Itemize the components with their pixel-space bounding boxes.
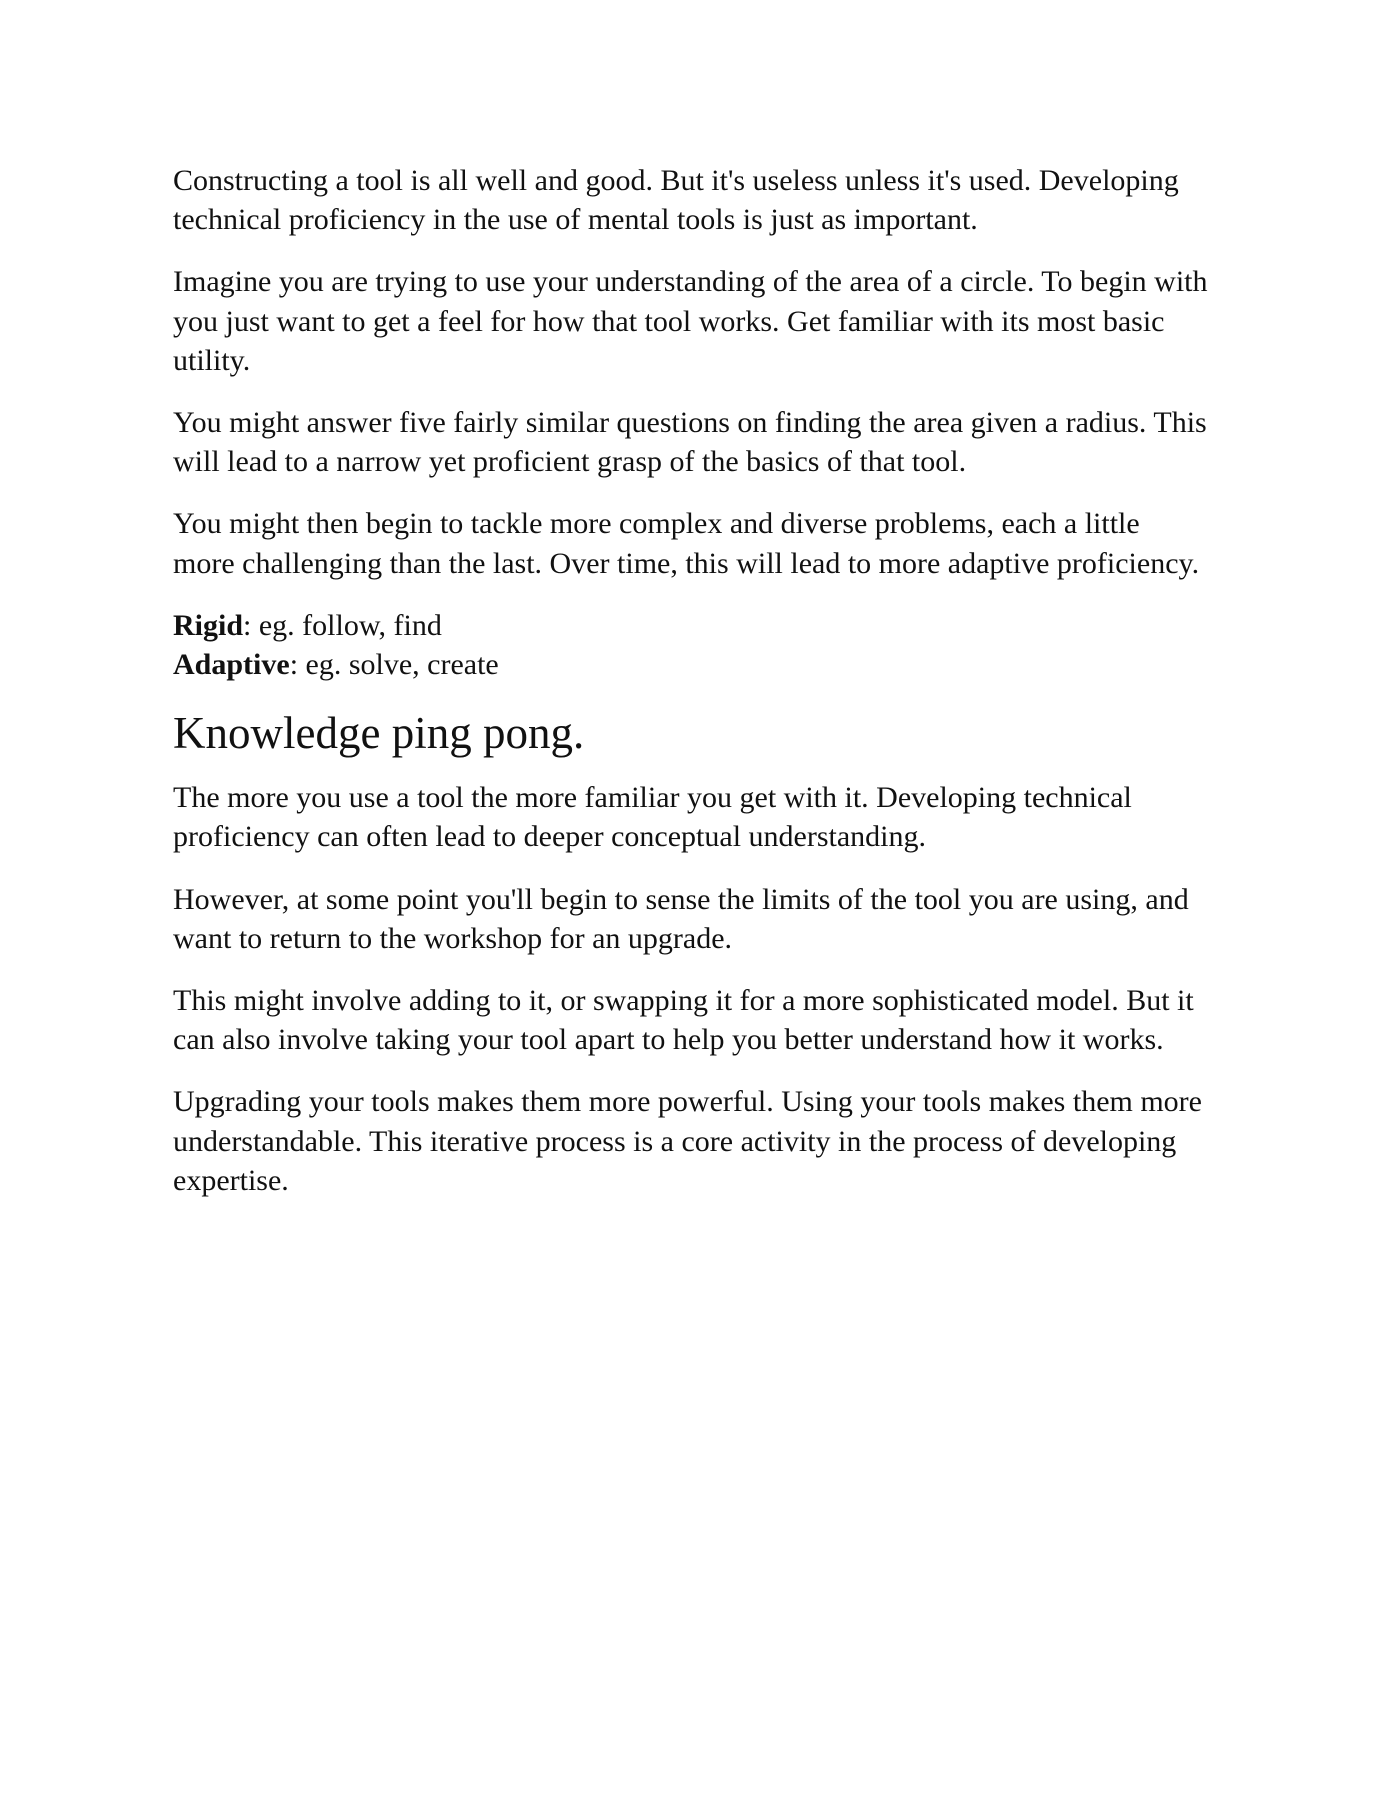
paragraph: The more you use a tool the more familiar you get with it. Developing technical proficiency can often lead to deeper conceptual understanding. [173,781,1132,854]
definition-text: : eg. follow, find [243,608,442,642]
paragraph: You might then begin to tackle more complex and diverse problems, each a little more challenging than the last. Over time, this will lead to more adaptive proficiency. [173,507,1200,580]
section-heading: Knowledge ping pong. [173,708,585,759]
definition-list [173,606,1208,684]
paragraph: Imagine you are trying to use your understanding of the area of a circle. To begin with you just want to get a feel for how that tool works. Get familiar with its most basic utility. [173,265,1208,377]
paragraph: Constructing a tool is all well and good. But it's useless unless it's used. Developing technical proficiency in the use of mental tools is just as important. [173,164,1179,237]
paragraph: Upgrading your tools makes them more powerful. Using your tools makes them more understandable. This iterative process is a core activity in the process of developing expertise. [173,1085,1202,1197]
definition-term: Rigid [173,608,244,642]
document-page [173,161,1208,1223]
paragraph: However, at some point you'll begin to sense the limits of the tool you are using, and want to return to the workshop for an upgrade. [173,882,1189,955]
paragraph: You might answer five fairly similar questions on finding the area given a radius. This will lead to a narrow yet proficient grasp of the basics of that tool. [173,406,1207,479]
paragraph: This might involve adding to it, or swapping it for a more sophisticated model. But it can also involve taking your tool apart to help you better understand how it works. [173,984,1194,1057]
definition-text: : eg. solve, create [289,648,499,682]
definition-term: Adaptive [173,648,290,682]
